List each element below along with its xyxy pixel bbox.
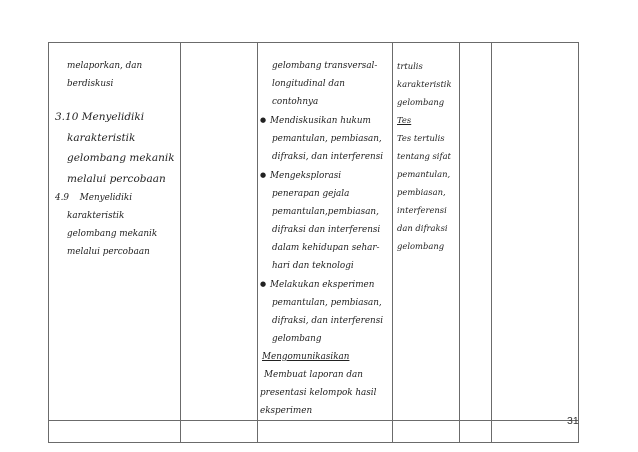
kd-text: Menyelidiki	[79, 193, 133, 203]
kd-text: Menyelidiki	[81, 111, 145, 123]
bullet-text: Mengeksplorasi	[270, 171, 342, 181]
cell-text-line: pembiasan,	[397, 187, 446, 197]
bullet-text: gelombang	[272, 334, 322, 344]
cell-text-line: Tes tertulis	[397, 133, 445, 143]
bullet-icon: ●	[260, 280, 267, 288]
kd-text: karakteristik	[67, 211, 125, 221]
empty-cell	[460, 421, 492, 443]
cell-text-line: dan difraksi	[397, 223, 448, 233]
cell-text-line: longitudinal dan	[272, 79, 345, 89]
kd-3-10-heading	[55, 107, 180, 128]
cell-text-line: trtulis	[397, 61, 423, 71]
bullet-text: Mendiskusikan hukum	[270, 116, 371, 126]
empty-cell	[460, 43, 492, 421]
assessment-cell	[393, 43, 460, 421]
bullet-text: difraksi, dan interferensi	[272, 152, 384, 162]
kd-text: melalui percobaan	[67, 247, 150, 257]
cell-text-line: berdiskusi	[67, 79, 114, 89]
cell-text-line: pemantulan,	[397, 169, 451, 179]
cell-text-line: eksperimen	[260, 406, 313, 416]
kd-number: 4.9	[55, 193, 69, 203]
bullet-item	[260, 275, 392, 294]
kd-number: 3.10	[55, 111, 79, 123]
cell-text-line: karakteristik	[397, 79, 452, 89]
learning-activities-cell	[258, 43, 393, 421]
section-heading: Tes	[397, 115, 412, 125]
cell-text-line: contohnya	[272, 97, 319, 107]
lesson-plan-table	[48, 42, 579, 443]
bullet-item	[260, 111, 392, 130]
cell-text-line: Membuat laporan dan	[264, 370, 363, 380]
empty-cell	[492, 43, 579, 421]
empty-cell	[181, 43, 258, 421]
section-heading: Mengomunikasikan	[262, 352, 350, 362]
cell-text-line: gelombang	[397, 97, 445, 107]
cell-text-line: tentang sifat	[397, 151, 451, 161]
cell-text-line: gelombang	[397, 241, 445, 251]
bullet-text: Melakukan eksperimen	[270, 280, 375, 290]
page-number: 31	[567, 415, 579, 427]
bullet-icon: ●	[260, 171, 267, 179]
bullet-text: pemantulan, pembiasan,	[272, 134, 382, 144]
kd-text: gelombang mekanik	[67, 152, 175, 164]
bullet-text: difraksi dan interferensi	[272, 225, 381, 235]
bullet-text: difraksi, dan interferensi	[272, 316, 384, 326]
cell-text-line: melaporkan, dan	[67, 61, 143, 71]
cell-text-line: presentasi kelompok hasil	[260, 388, 377, 398]
cell-text-line: interferensi	[397, 205, 447, 215]
cell-text-line: gelombang transversal-	[272, 61, 378, 71]
competency-cell	[49, 43, 181, 421]
bullet-text: penerapan gejala	[272, 189, 350, 199]
bullet-item	[260, 166, 392, 185]
bullet-text: pemantulan, pembiasan,	[272, 298, 382, 308]
bullet-text: dalam kehidupan sehar-	[272, 243, 380, 253]
kd-text: gelombang mekanik	[67, 229, 158, 239]
empty-cell	[492, 421, 579, 443]
kd-text: melalui percobaan	[67, 172, 166, 185]
bullet-text: pemantulan,pembiasan,	[272, 207, 379, 217]
kd-4-9-heading	[55, 189, 180, 207]
bullet-icon: ●	[260, 116, 267, 124]
empty-cell	[181, 421, 258, 443]
bullet-text: hari dan teknologi	[272, 261, 354, 271]
table-row	[49, 43, 579, 421]
kd-text: karakteristik	[67, 131, 136, 144]
